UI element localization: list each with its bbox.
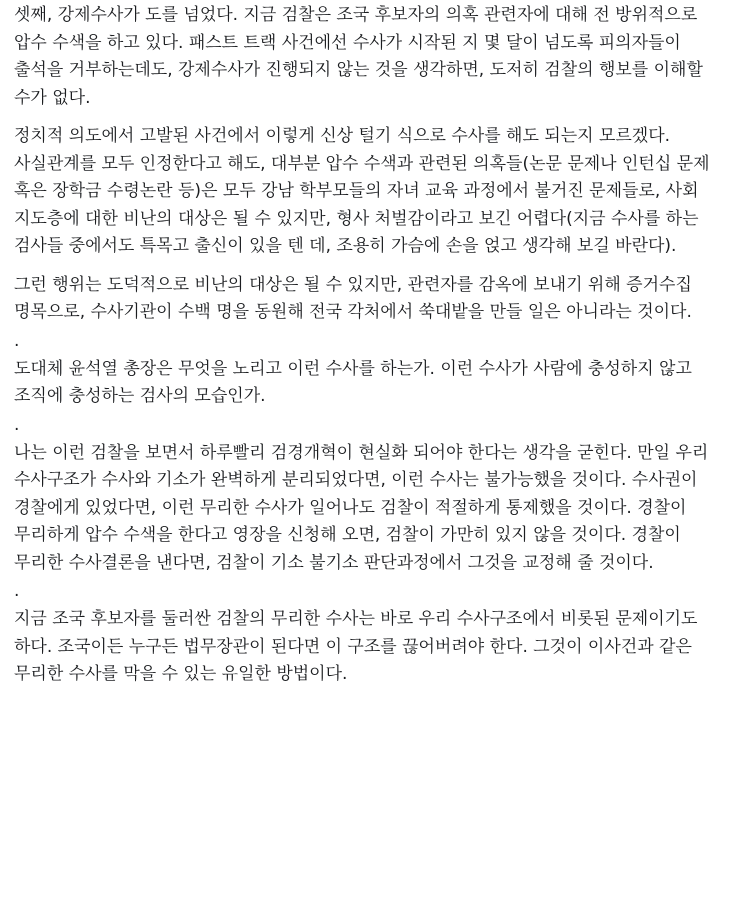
paragraph: 그런 행위는 도덕적으로 비난의 대상은 될 수 있지만, 관련자를 감옥에 보내기 위해 증거수집 명목으로, 수사기관이 수백 명을 동원해 전국 각처에서 쑥대밭을 만들 일은 아니라는 것이다.	[14, 274, 692, 322]
paragraph-separator: .	[14, 581, 20, 601]
paragraph-separator: .	[14, 330, 20, 351]
paragraph: 나는 이런 검찰을 보면서 하루빨리 검경개혁이 현실화 되어야 한다는 생각을 굳힌다. 만일 우리 수사구조가 수사와 기소가 완벽하게 분리되었다면, 이런 수사는 불가능했을 것이다. 수사권이 경찰에게 있었다면, 이런 무리한 수사가 일어나도 검찰이 적절하게 통제했을 것이다. 경찰이 무리하게 압수 수색을 한다고 영장을 신청해 오면, 검찰이 가만히 있지 않을 것이다. 경찰이 무리한 수사결론을 낸다면, 검찰이 기소 불기소 판단과정에서 그것을 교정해 줄 것이다.	[14, 442, 709, 573]
paragraph: 셋째, 강제수사가 도를 넘었다. 지금 검찰은 조국 후보자의 의혹 관련자에 대해 전 방위적으로 압수 수색을 하고 있다. 패스트 트랙 사건에선 수사가 시작된 지 몇 달이 넘도록 피의자들이 출석을 거부하는데도, 강제수사가 진행되지 않는 것을 생각하면, 도저히 검찰의 행보를 이해할 수가 없다.	[14, 5, 703, 108]
post-body	[14, 2, 726, 700]
paragraph: 정치적 의도에서 고발된 사건에서 이렇게 신상 털기 식으로 수사를 해도 되는지 모르겠다. 사실관계를 모두 인정한다고 해도, 대부분 압수 수색과 관련된 의혹들(논문 문제나 인턴십 문제 혹은 장학금 수령논란 등)은 모두 강남 학부모들의 자녀 교육 과정에서 불거진 문제들로, 사회 지도층에 대한 비난의 대상은 될 수 있지만, 형사 처벌감이라고 보긴 어렵다(지금 수사를 하는 검사들 중에서도 특목고 출신이 있을 텐 데, 조용히 가슴에 손을 얹고 생각해 보길 바란다).	[14, 126, 710, 256]
paragraph: 지금 조국 후보자를 둘러싼 검찰의 무리한 수사는 바로 우리 수사구조에서 비롯된 문제이기도 하다. 조국이든 누구든 법무장관이 된다면 이 구조를 끊어버려야 한다. 그것이 이사건과 같은 무리한 수사를 막을 수 있는 유일한 방법이다.	[14, 609, 698, 684]
paragraph-separator: .	[14, 414, 20, 435]
paragraph: 도대체 윤석열 총장은 무엇을 노리고 이런 수사를 하는가. 이런 수사가 사람에 충성하지 않고 조직에 충성하는 검사의 모습인가.	[14, 358, 692, 406]
